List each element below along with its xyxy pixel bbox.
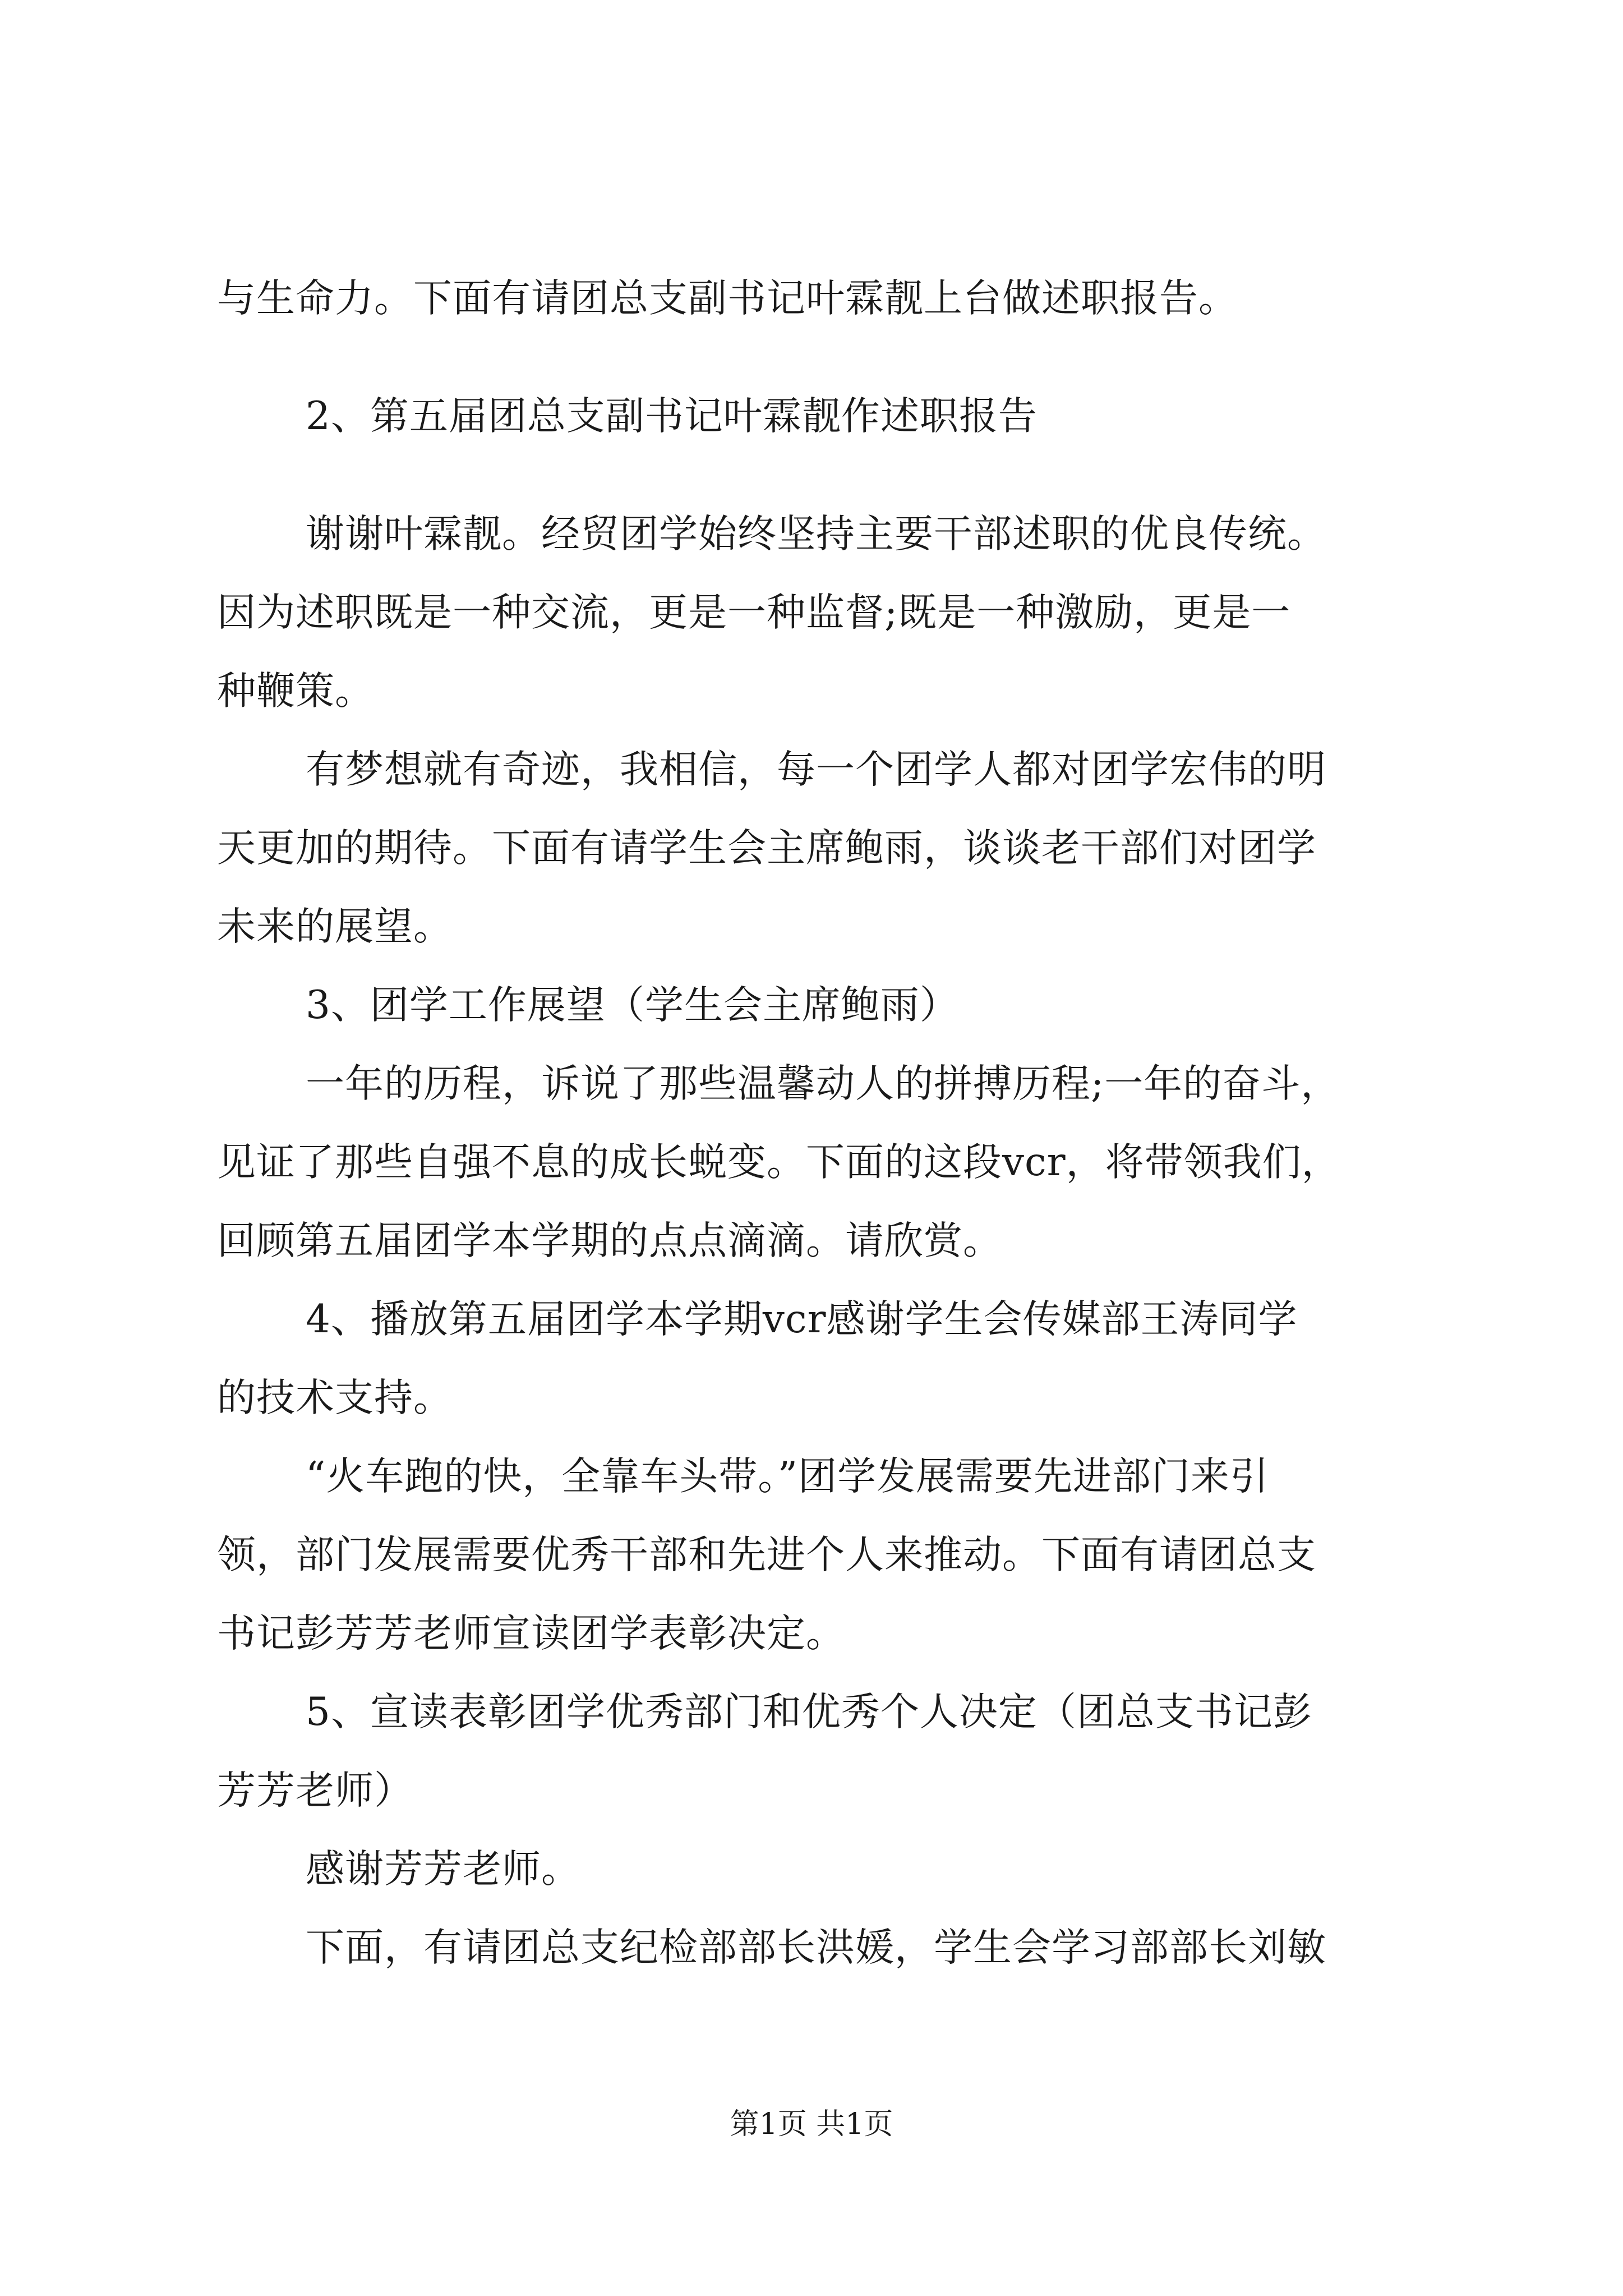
text-line: 芳芳老师） xyxy=(217,1768,413,1813)
text-line: 感谢芳芳老师。 xyxy=(306,1847,580,1892)
text-line: 4、播放第五届团学本学期vcr感谢学生会传媒部王涛同学 xyxy=(306,1297,1298,1342)
text-line: 因为述职既是一种交流，更是一种监督;既是一种激励，更是一 xyxy=(217,590,1291,635)
text-line: 回顾第五届团学本学期的点点滴滴。请欣赏。 xyxy=(217,1218,1002,1263)
text-line: 谢谢叶霖靓。经贸团学始终坚持主要干部述职的优良传统。 xyxy=(306,512,1326,556)
text-line: 书记彭芳芳老师宣读团学表彰决定。 xyxy=(217,1611,845,1656)
text-line: 的技术支持。 xyxy=(217,1375,453,1420)
text-line: 未来的展望。 xyxy=(217,904,453,949)
text-line: 种鞭策。 xyxy=(217,669,374,714)
text-line: 与生命力。下面有请团总支副书记叶霖靓上台做述职报告。 xyxy=(217,276,1238,321)
text-line: 一年的历程，诉说了那些温馨动人的拼搏历程;一年的奋斗， xyxy=(306,1061,1340,1106)
text-line: 3、团学工作展望（学生会主席鲍雨） xyxy=(306,983,959,1028)
text-line: 5、宣读表彰团学优秀部门和优秀个人决定（团总支书记彭 xyxy=(306,1690,1312,1734)
text-line: 2、第五届团总支副书记叶霖靓作述职报告 xyxy=(306,394,1038,439)
text-line: “火车跑的快，全靠车头带。”团学发展需要先进部门来引 xyxy=(306,1454,1270,1499)
text-line: 有梦想就有奇迹，我相信，每一个团学人都对团学宏伟的明 xyxy=(306,747,1326,792)
text-line: 天更加的期待。下面有请学生会主席鲍雨，谈谈老干部们对团学 xyxy=(217,826,1316,871)
page-footer: 第1页 共1页 xyxy=(730,2108,893,2141)
text-line: 下面，有请团总支纪检部部长洪媛，学生会学习部部长刘敏 xyxy=(306,1925,1326,1970)
text-line: 领，部门发展需要优秀干部和先进个人来推动。下面有请团总支 xyxy=(217,1533,1316,1577)
text-line: 见证了那些自强不息的成长蜕变。下面的这段vcr，将带领我们， xyxy=(217,1140,1341,1185)
